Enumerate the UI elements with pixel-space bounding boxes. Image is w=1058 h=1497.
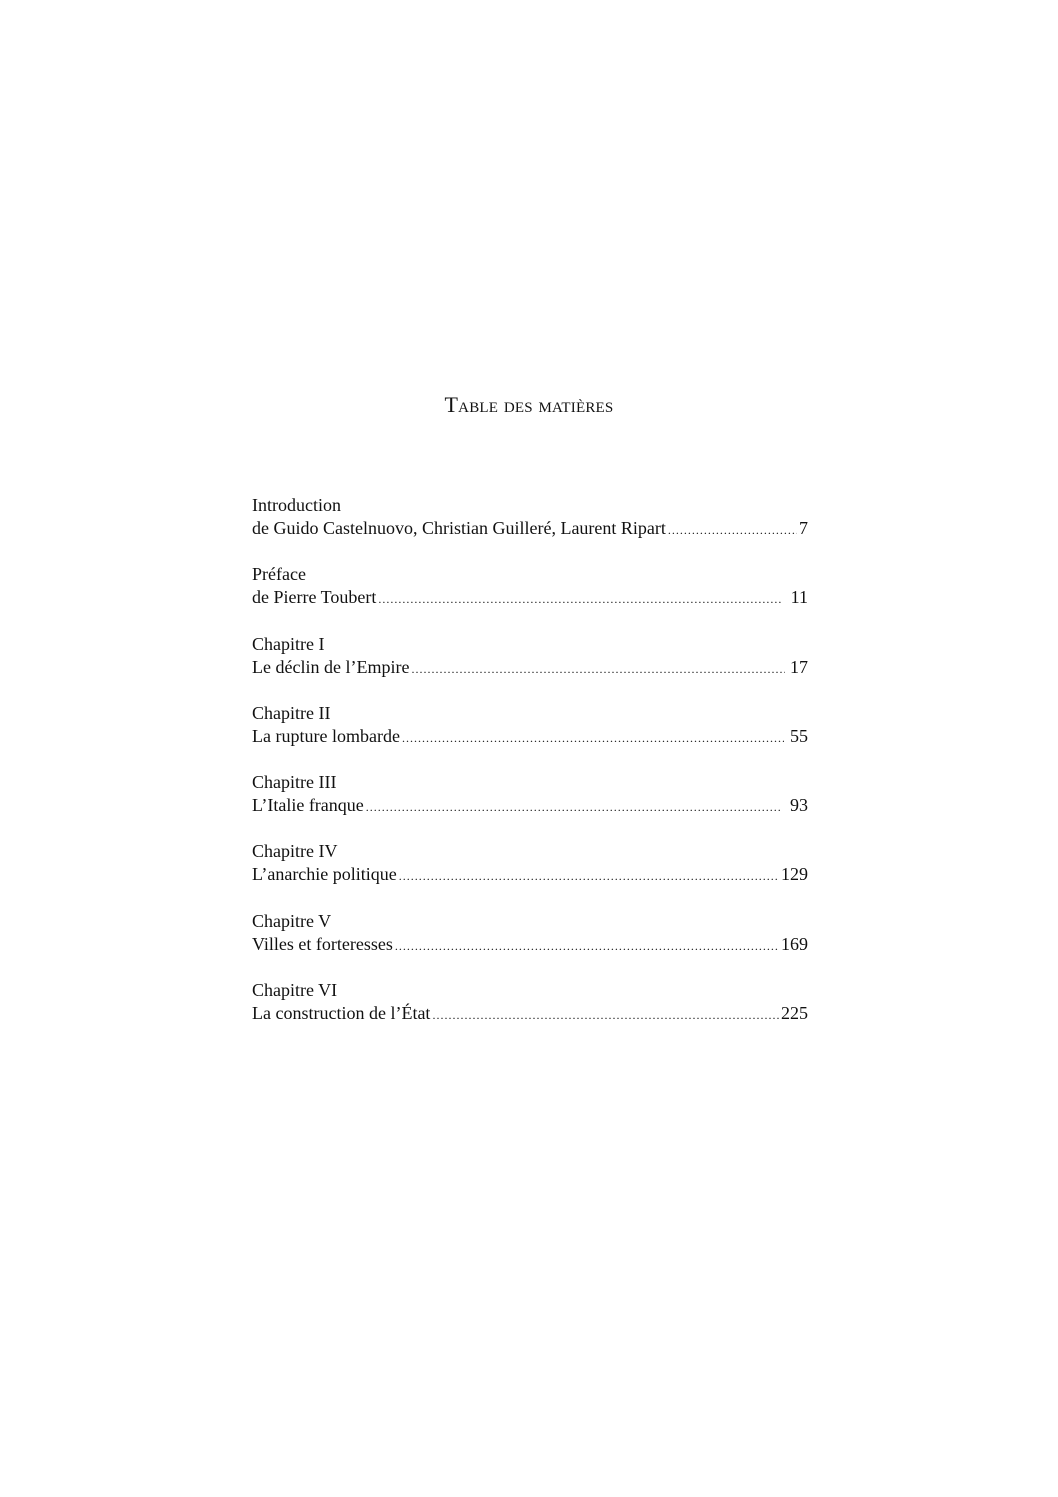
toc-entry-heading: Introduction — [252, 495, 341, 515]
toc-entry-introduction[interactable] — [252, 494, 808, 563]
dot-leader — [366, 796, 782, 819]
dot-leader — [399, 865, 779, 888]
dot-leader — [411, 658, 784, 681]
toc-entry-chapitre-3[interactable] — [252, 771, 808, 840]
page-title: Table des matières — [444, 392, 614, 417]
toc-entry-heading: Chapitre I — [252, 633, 325, 654]
toc-entry-page: 11 — [790, 587, 808, 608]
toc-entry-text: L’anarchie politique — [252, 864, 397, 885]
toc-entry-text: L’Italie franque — [252, 795, 364, 816]
toc-entry-page: 93 — [790, 795, 808, 816]
toc-entry-chapitre-6[interactable] — [252, 979, 808, 1048]
toc-entry-line — [252, 586, 808, 611]
toc-entry-page: 17 — [790, 656, 808, 677]
toc-entry-line — [252, 933, 808, 958]
toc-entry-heading: Chapitre VI — [252, 980, 338, 1001]
toc-entry-preface[interactable] — [252, 563, 808, 632]
toc-entry-text: La construction de l’État — [252, 1003, 431, 1024]
dot-leader — [402, 727, 784, 750]
toc-entry-line — [252, 794, 808, 819]
toc-entry-page: 169 — [781, 933, 808, 954]
toc-entry-chapitre-5[interactable] — [252, 910, 808, 979]
toc-entry-page: 7 — [799, 518, 808, 538]
toc-entry-chapitre-2[interactable] — [252, 702, 808, 771]
table-of-contents — [252, 494, 808, 1048]
dot-leader — [378, 588, 782, 611]
toc-entry-chapitre-4[interactable] — [252, 840, 808, 909]
toc-entry-heading: Chapitre III — [252, 772, 337, 793]
toc-entry-line — [252, 517, 808, 542]
toc-entry-line — [252, 863, 808, 888]
toc-entry-heading: Chapitre II — [252, 702, 331, 723]
dot-leader — [668, 519, 797, 542]
dot-leader — [395, 935, 779, 958]
toc-entry-line — [252, 725, 808, 750]
toc-entry-page: 55 — [790, 725, 808, 746]
toc-entry-text: Villes et forteresses — [252, 933, 393, 954]
toc-entry-chapitre-1[interactable] — [252, 633, 808, 702]
toc-entry-page: 225 — [781, 1003, 808, 1024]
toc-entry-line — [252, 1002, 808, 1027]
toc-entry-heading: Préface — [252, 564, 306, 585]
toc-entry-text: La rupture lombarde — [252, 725, 400, 746]
toc-entry-line — [252, 656, 808, 681]
toc-entry-heading: Chapitre IV — [252, 841, 338, 862]
toc-entry-text: de Pierre Toubert — [252, 587, 377, 608]
toc-entry-page: 129 — [781, 864, 808, 885]
toc-entry-text: de Guido Castelnuovo, Christian Guilleré, Laurent Ripart — [252, 518, 666, 538]
toc-entry-text: Le déclin de l’Empire — [252, 656, 410, 677]
toc-entry-heading: Chapitre V — [252, 910, 332, 931]
dot-leader — [432, 1004, 779, 1027]
